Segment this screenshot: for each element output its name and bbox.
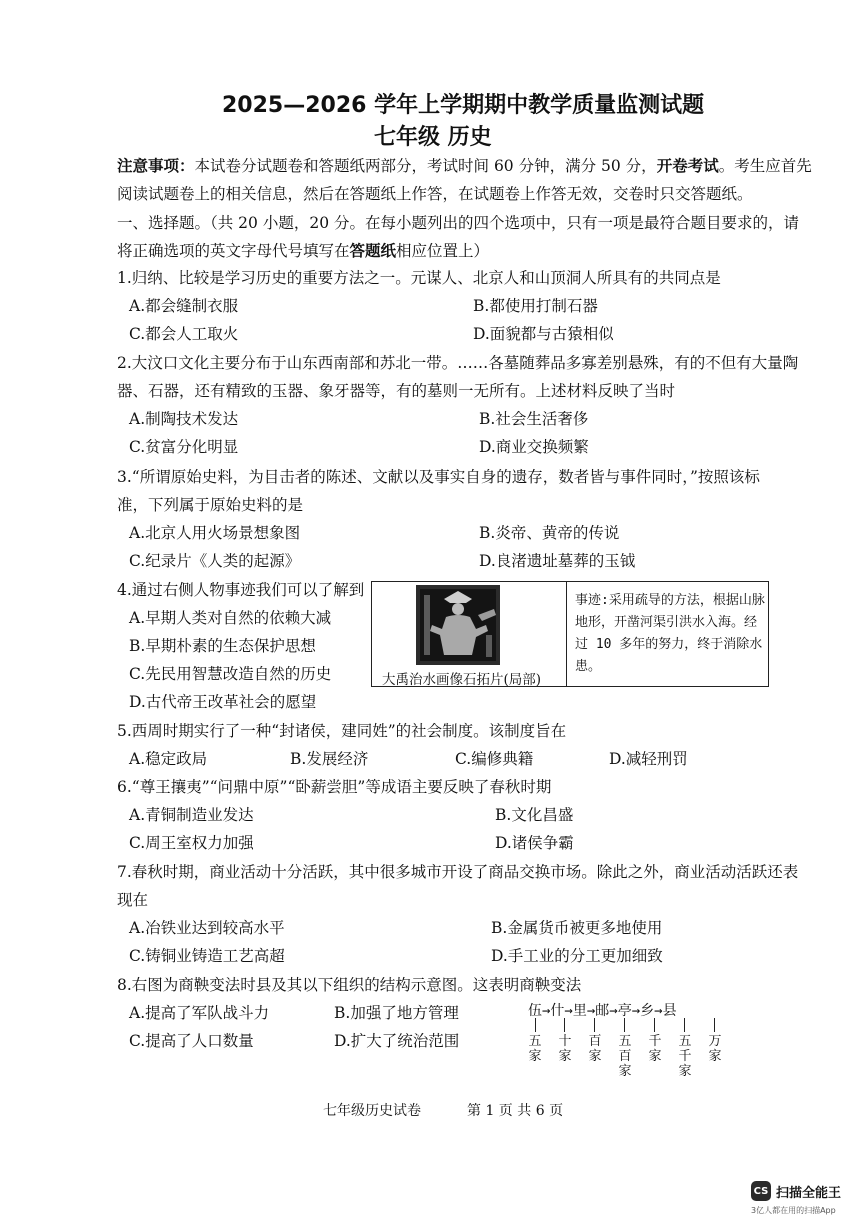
- question-7-option-c: C.铸铜业铸造工艺高超: [129, 947, 285, 965]
- rubbing-image: [416, 585, 500, 665]
- structure-unit-3: 百家: [588, 1034, 602, 1064]
- question-4-option-b: B.早期朴素的生态保护思想: [129, 637, 316, 655]
- question-8-option-b: B.加强了地方管理: [334, 1004, 459, 1022]
- figure-caption: 大禹治水画像石拓片(局部): [382, 672, 542, 688]
- question-3-stem-line-1: 3.“所谓原始史料，为目击者的陈述、文献以及事实自身的遗存，数者皆与事件同时，”按照该标: [117, 468, 760, 486]
- structure-unit-2: 十家: [558, 1034, 572, 1064]
- question-2-option-a: A.制陶技术发达: [129, 410, 239, 428]
- question-2-option-c: C.贫富分化明显: [129, 438, 239, 456]
- question-7-stem-line-1: 7.春秋时期，商业活动十分活跃，其中很多城市开设了商品交换市场。除此之外，商业活动活跃还表: [117, 863, 799, 881]
- figure-deeds-text: 事迹:采用疏导的方法，根据山脉地形，开凿河渠引洪水入海。经过 10 多年的努力，终于消除水患。: [575, 593, 765, 674]
- question-1-option-c: C.都会人工取火: [129, 325, 239, 343]
- question-2-stem-line-1: 2.大汶口文化主要分布于山东西南部和苏北一带。……各墓随葬品多寡差别悬殊，有的不但有大量陶: [117, 354, 799, 372]
- question-6-option-d: D.诸侯争霸: [495, 834, 574, 852]
- question-3-option-b: B.炎帝、黄帝的传说: [479, 524, 620, 542]
- question-8-option-a: A.提高了军队战斗力: [129, 1004, 270, 1022]
- question-5-stem: 5.西周时期实行了一种“封诸侯，建同姓”的社会制度。该制度旨在: [117, 722, 567, 740]
- notice-line-1: 注意事项：本试卷分试题卷和答题纸两部分，考试时间 60 分钟，满分 50 分，开卷考试。考生应首先: [117, 156, 812, 175]
- question-4-stem: 4.通过右侧人物事迹我们可以了解到: [117, 581, 365, 599]
- question-6-stem: 6.“尊王攘夷”“问鼎中原”“卧薪尝胆”等成语主要反映了春秋时期: [117, 778, 552, 796]
- question-7-option-a: A.冶铁业达到较高水平: [129, 919, 285, 937]
- question-3-stem-line-2: 准，下列属于原始史料的是: [117, 496, 304, 514]
- question-1-option-d: D.面貌都与古猿相似: [473, 325, 614, 343]
- question-3-option-a: A.北京人用火场景想象图: [129, 524, 301, 542]
- question-5-option-c: C.编修典籍: [455, 750, 534, 768]
- section-heading-line-2: 将正确选项的英文字母代号填写在答题纸相应位置上）: [117, 241, 490, 260]
- question-1-option-a: A.都会缝制衣服: [129, 297, 239, 315]
- question-6-option-b: B.文化昌盛: [495, 806, 574, 824]
- question-1-stem: 1.归纳、比较是学习历史的重要方法之一。元谋人、北京人和山顶洞人所具有的共同点是: [117, 269, 721, 287]
- structure-unit-1: 五家: [528, 1034, 542, 1064]
- structure-unit-4: 五百家: [618, 1034, 632, 1079]
- question-6-option-a: A.青铜制造业发达: [129, 806, 254, 824]
- question-7-stem-line-2: 现在: [117, 891, 149, 909]
- question-2-option-d: D.商业交换频繁: [479, 438, 589, 456]
- question-8-stem: 8.右图为商鞅变法时县及其以下组织的结构示意图。这表明商鞅变法: [117, 976, 582, 994]
- question-7-option-d: D.手工业的分工更加细致: [491, 947, 663, 965]
- footer-page-number: 第 1 页 共 6 页: [467, 1103, 564, 1119]
- scanner-tagline: 3亿人都在用的扫描App: [751, 1206, 836, 1215]
- question-4-option-a: A.早期人类对自然的依赖大减: [129, 609, 332, 627]
- scanner-logo-icon: CS: [751, 1181, 771, 1201]
- structure-unit-6: 五千家: [678, 1034, 692, 1079]
- figure-divider: [566, 582, 567, 686]
- question-4-option-d: D.古代帝王改革社会的愿望: [129, 693, 317, 711]
- structure-unit-5: 千家: [648, 1034, 662, 1064]
- question-3-option-d: D.良渚遗址墓葬的玉钺: [479, 552, 636, 570]
- question-8-option-d: D.扩大了统治范围: [334, 1032, 460, 1050]
- question-5-option-a: A.稳定政局: [129, 750, 208, 768]
- question-2-option-b: B.社会生活奢侈: [479, 410, 589, 428]
- notice-label: 注意事项：: [117, 156, 195, 175]
- question-3-option-c: C.纪录片《人类的起源》: [129, 552, 301, 570]
- question-4-figure: [371, 581, 769, 687]
- scanner-watermark: [751, 1181, 841, 1201]
- question-4-option-c: C.先民用智慧改造自然的历史: [129, 665, 332, 683]
- question-1-option-b: B.都使用打制石器: [473, 297, 598, 315]
- question-8-option-c: C.提高了人口数量: [129, 1032, 254, 1050]
- question-7-option-b: B.金属货币被更多地使用: [491, 919, 663, 937]
- scanner-app-name: 扫描全能王: [776, 1185, 842, 1201]
- structure-unit-7: 万家: [708, 1034, 722, 1064]
- question-5-option-b: B.发展经济: [290, 750, 369, 768]
- exam-subtitle: 七年级 历史: [374, 125, 492, 150]
- question-2-stem-line-2: 器、石器，还有精致的玉器、象牙器等，有的墓则一无所有。上述材料反映了当时: [117, 382, 676, 400]
- notice-line-2: 阅读试题卷上的相关信息，然后在答题纸上作答，在试题卷上作答无效，交卷时只交答题纸。: [117, 185, 753, 203]
- footer-exam-name: 七年级历史试卷: [323, 1103, 421, 1119]
- exam-title: 2025—2026 学年上学期期中教学质量监测试题: [222, 93, 705, 118]
- question-5-option-d: D.减轻刑罚: [609, 750, 688, 768]
- question-6-option-c: C.周王室权力加强: [129, 834, 254, 852]
- structure-chain: 伍→什→里→邮→亭→乡→县: [528, 1003, 677, 1019]
- section-heading-line-1: 一、选择题。（共 20 小题，20 分。在每小题列出的四个选项中，只有一项是最符合题目要求的，请: [117, 214, 799, 232]
